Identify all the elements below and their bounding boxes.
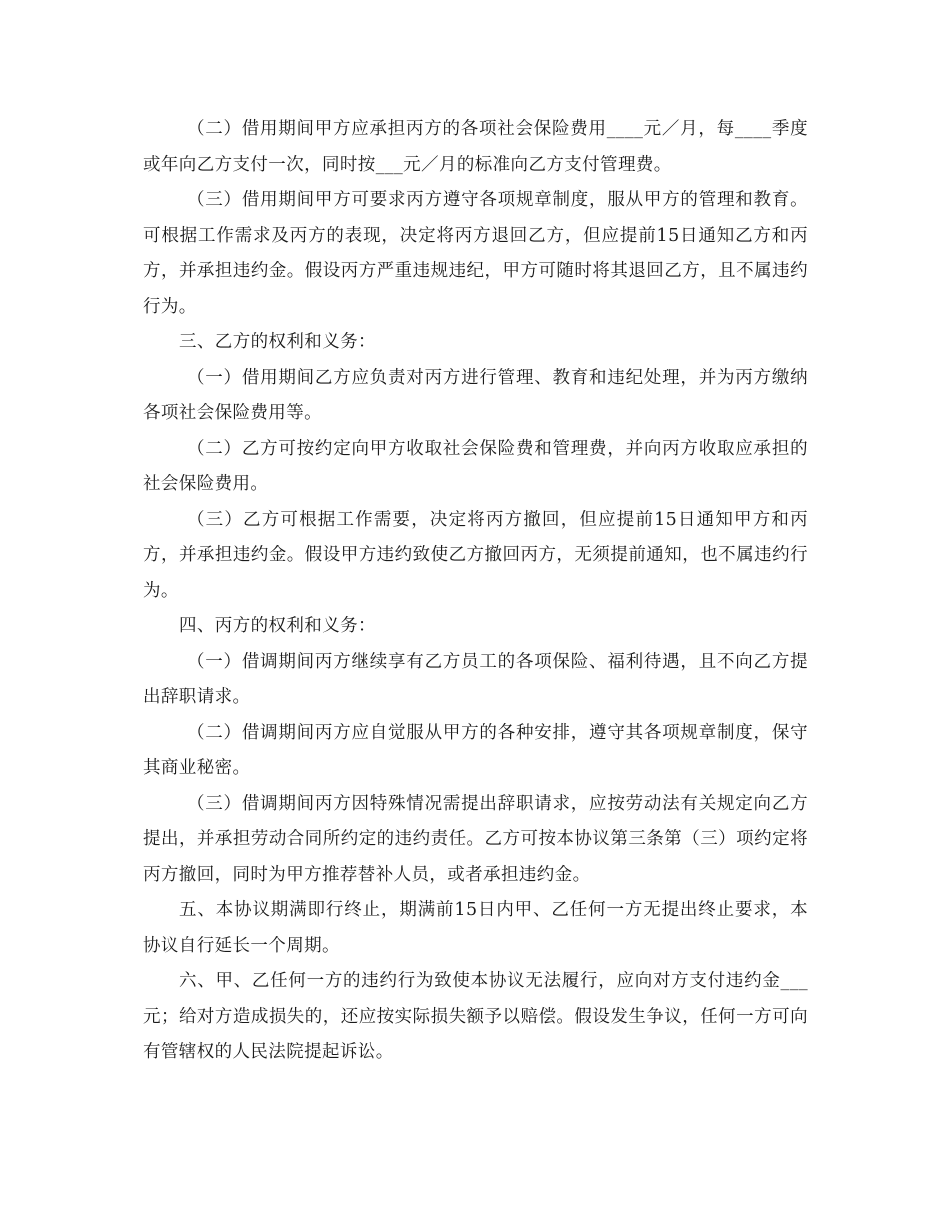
paragraph-3-3: （三）乙方可根据工作需要，决定将丙方撤回，但应提前15日通知甲方和丙方，并承担违约金。假设甲方违约致使乙方撤回丙方，无须提前通知，也不属违约行为。 bbox=[143, 509, 808, 601]
paragraph-2-2: （二）借用期间甲方应承担丙方的各项社会保险费用____元／月，每____季度或年向乙方支付一次，同时按___元／月的标准向乙方支付管理费。 bbox=[143, 119, 808, 175]
section-6-paragraph: 六、甲、乙任何一方的违约行为致使本协议无法履行，应向对方支付违约金___元；给对方造成损失的，还应按实际损失额予以赔偿。假设发生争议，任何一方可向有管辖权的人民法院提起诉讼。 bbox=[143, 971, 808, 1062]
paragraph-3-2: （二）乙方可按约定向甲方收取社会保险费和管理费，并向丙方收取应承担的社会保险费用。 bbox=[143, 438, 808, 494]
paragraph-4-1: （一）借调期间丙方继续享有乙方员工的各项保险、福利待遇，且不向乙方提出辞职请求。 bbox=[143, 651, 808, 707]
paragraph-2-3: （三）借用期间甲方可要求丙方遵守各项规章制度，服从甲方的管理和教育。可根据工作需求及丙方的表现，决定将丙方退回乙方，但应提前15日通知乙方和丙方，并承担违约金。假设丙方严重违规违纪，甲方可随时将其退回乙方，且不属违约行为。 bbox=[143, 190, 808, 317]
paragraph-3-1: （一）借用期间乙方应负责对丙方进行管理、教育和违纪处理，并为丙方缴纳各项社会保险费用等。 bbox=[143, 367, 808, 423]
section-5-paragraph: 五、本协议期满即行终止，期满前15日内甲、乙任何一方无提出终止要求，本协议自行延长一个周期。 bbox=[143, 900, 808, 956]
section-heading-3: 三、乙方的权利和义务： bbox=[179, 332, 376, 352]
section-heading-4: 四、丙方的权利和义务： bbox=[179, 616, 376, 636]
document-page bbox=[143, 112, 808, 1071]
paragraph-4-2: （二）借调期间丙方应自觉服从甲方的各种安排，遵守其各项规章制度，保守其商业秘密。 bbox=[143, 722, 808, 778]
paragraph-4-3: （三）借调期间丙方因特殊情况需提出辞职请求，应按劳动法有关规定向乙方提出，并承担劳动合同所约定的违约责任。乙方可按本协议第三条第（三）项约定将丙方撤回，同时为甲方推荐替补人员，或者承担违约金。 bbox=[143, 793, 808, 885]
